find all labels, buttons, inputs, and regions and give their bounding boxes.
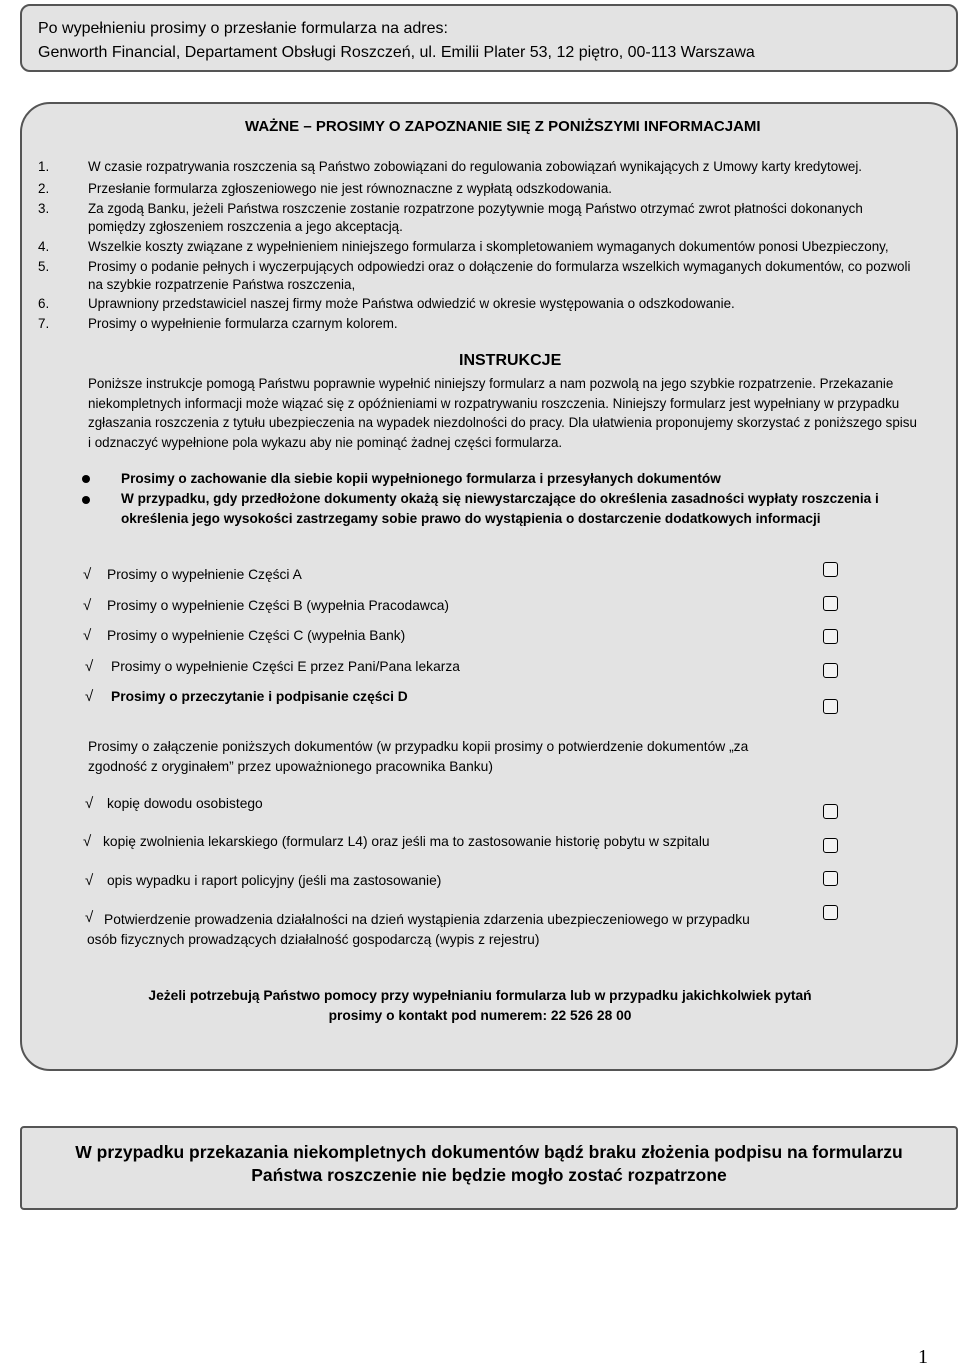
- list-item-number: 2.: [38, 181, 50, 196]
- instructions-title: INSTRUKCJE: [459, 352, 562, 369]
- list-item-number: 7.: [38, 316, 50, 331]
- checkmark-icon: √: [85, 909, 94, 926]
- part-c-checkbox[interactable]: [823, 629, 838, 644]
- checklist-label: Potwierdzenie prowadzenia działalności na dzień wystąpienia zdarzenia ubezpieczeniowego w przypadku osób fizycznych prowadzących działalność gospodarczą (wypis z rejestru): [87, 912, 750, 947]
- checklist-label: Prosimy o przeczytanie i podpisanie części D: [111, 689, 408, 704]
- page-number: 1: [918, 1346, 928, 1368]
- checkmark-icon: √: [85, 658, 94, 675]
- warning-text: [20, 1141, 958, 1187]
- checklist-label: kopię dowodu osobistego: [107, 796, 263, 811]
- important-heading: WAŻNE – PROSIMY O ZAPOZNANIE SIĘ Z PONIŻSZYMI INFORMACJAMI: [245, 118, 761, 135]
- checklist-label: opis wypadku i raport policyjny (jeśli ma zastosowanie): [107, 873, 442, 888]
- part-a-checkbox[interactable]: [823, 562, 838, 577]
- checklist-label: Prosimy o wypełnienie Części A: [107, 567, 302, 582]
- attachments-intro: Prosimy o załączenie poniższych dokumentów (w przypadku kopii prosimy o potwierdzenie dokumentów „za zgodność z oryginałem” przez upoważnionego pracownika Banku): [88, 739, 749, 774]
- help-contact: [0, 986, 960, 1026]
- list-item: Za zgodą Banku, jeżeli Państwa roszczenie zostanie rozpatrzone pozytywnie mogą Państwo otrzymać zwrot płatności dokonanych pomiędzy zgłoszeniem roszczenia a jego akceptacją.: [88, 201, 863, 234]
- list-item-number: 4.: [38, 239, 50, 254]
- bullet-icon: [82, 475, 90, 483]
- address-box: [20, 4, 958, 72]
- list-item-number: 3.: [38, 201, 50, 216]
- help-line: Jeżeli potrzebują Państwo pomocy przy wypełnianiu formularza lub w przypadku jakichkolwiek pytań: [148, 988, 812, 1003]
- checkmark-icon: √: [85, 872, 94, 889]
- list-item: Prosimy o podanie pełnych i wyczerpujących odpowiedzi oraz o dołączenie do formularza wszelkich wymaganych dokumentów, co pozwoli na szybkie rozpatrzenie Państwa roszczenia,: [88, 259, 911, 292]
- list-item: Wszelkie koszty związane z wypełnieniem niniejszego formularza i skompletowaniem wymaganych dokumentów ponosi Ubezpieczony,: [88, 239, 889, 254]
- checklist-label: Prosimy o wypełnienie Części C (wypełnia Bank): [107, 628, 406, 643]
- checkmark-icon: √: [83, 627, 92, 644]
- warning-line: Państwa roszczenie nie będzie mogło zostać rozpatrzone: [251, 1165, 727, 1185]
- warning-line: W przypadku przekazania niekompletnych dokumentów bądź braku złożenia podpisu na formularzu: [75, 1142, 903, 1162]
- address-text: Genworth Financial, Departament Obsługi Roszczeń, ul. Emilii Plater 53, 12 piętro, 00-113 Warszawa: [38, 44, 755, 61]
- part-b-checkbox[interactable]: [823, 596, 838, 611]
- checklist-label: Prosimy o wypełnienie Części B (wypełnia Pracodawca): [107, 598, 449, 613]
- accident-report-checkbox[interactable]: [823, 871, 838, 886]
- list-item: Uprawniony przedstawiciel naszej firmy może Państwa odwiedzić w okresie występowania o odszkodowanie.: [88, 296, 735, 311]
- part-e-checkbox[interactable]: [823, 663, 838, 678]
- checklist-label: Prosimy o wypełnienie Części E przez Pani/Pana lekarza: [111, 659, 460, 674]
- list-item-number: 6.: [38, 296, 50, 311]
- sick-leave-checkbox[interactable]: [823, 838, 838, 853]
- bullet-item: W przypadku, gdy przedłożone dokumenty okażą się niewystarczające do określenia zasadności wypłaty roszczenia i określenia jego wysokości zastrzegamy sobie prawo do wystąpienia o dostarczenie dodatkowych informacji: [121, 491, 879, 526]
- checkmark-icon: √: [83, 566, 92, 583]
- instructions-text: Poniższe instrukcje pomogą Państwu poprawnie wypełnić niniejszy formularz a nam pozwolą na jego szybkie rozpatrzenie. Przekazanie niekompletnych informacji może wiązać się z opóźnieniami w rozpatrywaniu roszczenia. Niniejszy formularz jest wypełniany w przypadku zgłaszania roszczenia z tytułu ubezpieczenia na wypadek niezdolności do pracy. Dla ułatwienia proponujemy skorzystać z poniższego spisu i odznaczyć wypełnione pola wykazu aby nie pominąć żadnej części formularza.: [88, 376, 917, 450]
- business-activity-checkbox[interactable]: [823, 905, 838, 920]
- list-item: Prosimy o wypełnienie formularza czarnym kolorem.: [88, 316, 398, 331]
- part-d-checkbox[interactable]: [823, 699, 838, 714]
- checkmark-icon: √: [83, 833, 92, 850]
- checkmark-icon: √: [85, 795, 94, 812]
- checklist-label: kopię zwolnienia lekarskiego (formularz L4) oraz jeśli ma to zastosowanie historię pobytu w szpitalu: [103, 834, 710, 849]
- help-phone-line: prosimy o kontakt pod numerem: 22 526 28 00: [328, 1008, 632, 1023]
- bullet-icon: [82, 496, 90, 504]
- list-item-number: 1.: [38, 159, 50, 174]
- checkmark-icon: √: [85, 688, 94, 705]
- list-item-number: 5.: [38, 259, 50, 274]
- id-copy-checkbox[interactable]: [823, 804, 838, 819]
- checkmark-icon: √: [83, 597, 92, 614]
- list-item: Przesłanie formularza zgłoszeniowego nie jest równoznaczne z wypłatą odszkodowania.: [88, 181, 613, 196]
- list-item: W czasie rozpatrywania roszczenia są Państwo zobowiązani do regulowania zobowiązań wynikających z Umowy karty kredytowej.: [88, 159, 863, 174]
- bullet-item: Prosimy o zachowanie dla siebie kopii wypełnionego formularza i przesyłanych dokumentów: [121, 471, 721, 486]
- address-intro: Po wypełnieniu prosimy o przesłanie formularza na adres:: [38, 20, 448, 37]
